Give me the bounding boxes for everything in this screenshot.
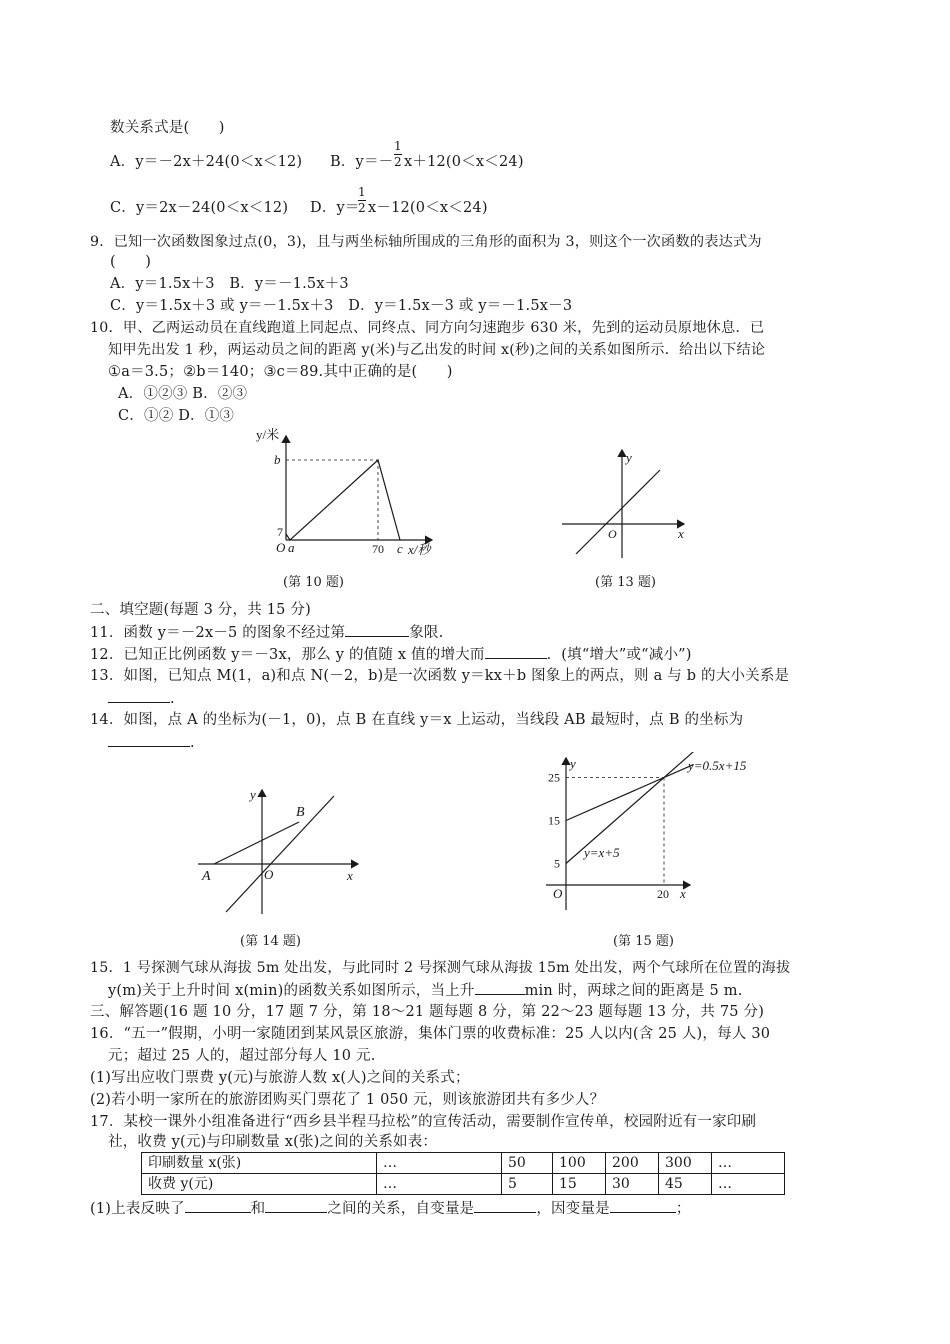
fig14-point-a: A [202, 869, 211, 884]
fig13-x-label: x [678, 526, 684, 541]
fig13-line [576, 470, 660, 554]
table-cell: 50 [502, 1153, 553, 1174]
q8-stem-tail: 数关系式是( ) [110, 120, 225, 136]
table-cell: 收费 y(元) [142, 1174, 377, 1195]
q15-line2b: min 时，两球之间的距离是 5 m. [524, 983, 743, 999]
fig15-x-label: x [680, 886, 686, 901]
q11-blank[interactable] [345, 622, 409, 637]
q13-tail: . [170, 691, 175, 707]
q17-p1d: ，因变量是 [536, 1201, 610, 1217]
fig14-line-y-eq-x [226, 796, 334, 912]
fig14-caption: (第 14 题) [240, 934, 301, 949]
q16-part2: (2)若小明一家所在的旅游团购买门票花了 1 050 元，则该旅游团共有多少人？ [90, 1092, 605, 1108]
table-cell: 5 [502, 1174, 553, 1195]
fig14-x-label: x [347, 868, 353, 883]
table-row [142, 1153, 785, 1174]
table-cell: 100 [553, 1153, 606, 1174]
q9-options-cd: C．y＝1.5x＋3 或 y＝－1.5x＋3 D．y＝1.5x－3 或 y＝－1.5x－3 [110, 298, 573, 314]
fig15-tick-5: 5 [554, 856, 560, 871]
q14-tail: . [190, 735, 195, 751]
fig10-tick-c: c [397, 541, 403, 556]
q8-option-b-prefix: B．y＝－ [330, 154, 394, 170]
q17-blank-3[interactable] [474, 1198, 536, 1213]
fraction-denominator: 2 [394, 155, 402, 169]
section-2-heading: 二、填空题(每题 3 分，共 15 分) [90, 602, 311, 618]
q10-options-cd: C．①② D．①③ [118, 408, 235, 424]
q8-option-c: C．y＝2x－24(0＜x＜12) [110, 200, 289, 216]
table-cell: 30 [606, 1174, 659, 1195]
fig13-caption: (第 13 题) [595, 575, 656, 590]
q10-options-ab: A．①②③ B．②③ [118, 386, 248, 402]
table-cell: … [712, 1174, 785, 1195]
table-cell: 印刷数量 x(张) [142, 1153, 377, 1174]
q11-tail: 象限. [409, 625, 444, 641]
fig15-caption: (第 15 题) [613, 934, 674, 949]
q12 [90, 644, 692, 665]
q16-line1: 16．“五一”假期，小明一家随团到某风景区旅游，集体门票的收费标准：25 人以内(含 25 人)，每人 30 [90, 1026, 771, 1042]
table-row [142, 1174, 785, 1195]
fig10-caption: (第 10 题) [283, 575, 344, 590]
q14-answer [108, 732, 195, 753]
fraction-denominator: 2 [358, 201, 366, 215]
q11-text: 11．函数 y＝－2x－5 的图象不经过第 [90, 625, 346, 641]
fig10-y-label: y/米 [256, 427, 280, 442]
q17-p1e: ； [675, 1201, 691, 1217]
q17-p1b: 和 [250, 1201, 266, 1217]
q11 [90, 622, 443, 643]
q8-option-d-suffix: x－12(0＜x＜24) [368, 200, 488, 216]
table-cell: … [712, 1153, 785, 1174]
q8-option-b-fraction [394, 140, 402, 169]
q15-line1: 15．1 号探测气球从海拔 5m 处出发，与此同时 2 号探测气球从海拔 15m 处出发，两个气球所在位置的海拔 [90, 960, 791, 976]
fig10-tick-7: 7 [277, 525, 283, 539]
q12-blank[interactable] [485, 644, 547, 659]
q13-answer [108, 688, 175, 709]
fig15-line1-label: y=0.5x+15 [688, 758, 747, 773]
q8-option-b-suffix: x＋12(0＜x＜24) [404, 154, 524, 170]
q15-blank[interactable] [475, 980, 525, 995]
q10-line3: ①a＝3.5；②b＝140；③c＝89.其中正确的是( ) [108, 364, 453, 380]
table-cell: … [377, 1153, 502, 1174]
fig10-tick-b: b [274, 452, 281, 467]
q17-line2: 社，收费 y(元)与印刷数量 x(张)之间的关系如表： [108, 1134, 438, 1150]
fig14-origin: O [264, 867, 274, 882]
q17-table [141, 1152, 785, 1195]
fig15-line2-label: y=x+5 [584, 845, 620, 860]
q17-blank-1[interactable] [185, 1198, 251, 1213]
q16-part1: (1)写出应收门票费 y(元)与旅游人数 x(人)之间的关系式； [90, 1070, 470, 1086]
table-cell: 15 [553, 1174, 606, 1195]
fig15-tick-20: 20 [657, 887, 669, 901]
figure-14 [194, 784, 366, 916]
table-cell: 200 [606, 1153, 659, 1174]
q17-p1a: (1)上表反映了 [90, 1201, 185, 1217]
q13-blank[interactable] [108, 688, 170, 703]
q8-option-d-fraction [358, 186, 366, 215]
fig13-origin: O [608, 527, 617, 541]
q16-line2: 元；超过 25 人的，超过部分每人 10 元. [108, 1048, 376, 1064]
fig13-y-label: y [626, 450, 632, 465]
q10-line1: 10．甲、乙两运动员在直线跑道上同起点、同终点、同方向匀速跑步 630 米，先到的运动员原地休息．已 [90, 320, 765, 336]
q17-blank-4[interactable] [610, 1198, 676, 1213]
q14-text: 14．如图，点 A 的坐标为(－1，0)，点 B 在直线 y＝x 上运动，当线段 AB 最短时，点 B 的坐标为 [90, 712, 744, 728]
fig10-origin: O [276, 540, 286, 555]
fig10-x-label: x/秒 [408, 542, 431, 557]
q10-line2: 知甲先出发 1 秒，两运动员之间的距离 y(米)与乙出发的时间 x(秒)之间的关系如图所示．给出以下结论 [108, 342, 766, 358]
fig14-point-b: B [296, 805, 305, 820]
fig10-tick-a: a [288, 540, 295, 555]
figure-15 [540, 752, 780, 912]
q8-option-d-prefix: D．y＝ [310, 200, 360, 216]
q9-options-ab: A．y＝1.5x＋3 B．y＝－1.5x＋3 [110, 276, 349, 292]
fraction-numerator: 1 [394, 139, 402, 153]
fig10-tick-70: 70 [372, 542, 384, 556]
q17-p1c: 之间的关系，自变量是 [327, 1201, 475, 1217]
fig15-y-label: y [570, 756, 576, 771]
fig10-graph [286, 460, 400, 540]
fig15-tick-25: 25 [548, 770, 560, 785]
q9-stem: 9．已知一次函数图象过点(0，3)，且与两坐标轴所围成的三角形的面积为 3，则这个一次函数的表达式为 [90, 234, 762, 250]
figure-13 [556, 446, 696, 562]
q17-part1 [90, 1198, 691, 1219]
q17-line1: 17．某校一课外小组准备进行“西乡县半程马拉松”的宣传活动，需要制作宣传单，校园附近有一家印刷 [90, 1114, 757, 1130]
q15-line2 [108, 980, 743, 1001]
q17-blank-2[interactable] [265, 1198, 327, 1213]
fig15-series-0 [566, 765, 693, 821]
fig14-segment-ab [214, 822, 299, 864]
q12-tail: ．(填“增大”或“减小”) [546, 647, 692, 663]
q9-paren: ( ) [110, 254, 152, 270]
fig15-origin: O [553, 886, 563, 901]
q12-text: 12．已知正比例函数 y＝－3x，那么 y 的值随 x 值的增大而 [90, 647, 485, 663]
section-3-heading: 三、解答题(16 题 10 分，17 题 7 分，第 18～21 题每题 8 分，第 22～23 题每题 13 分，共 75 分) [90, 1004, 765, 1020]
table-cell: … [377, 1174, 502, 1195]
figure-10 [240, 422, 450, 567]
fig15-tick-15: 15 [548, 813, 560, 828]
fig14-y-label: y [250, 787, 256, 802]
table-cell: 45 [659, 1174, 712, 1195]
table-cell: 300 [659, 1153, 712, 1174]
q8-option-a: A．y＝－2x＋24(0＜x＜12) [110, 154, 303, 170]
q13-text: 13．如图，已知点 M(1，a)和点 N(－2，b)是一次函数 y＝kx＋b 图象上的两点，则 a 与 b 的大小关系是 [90, 668, 790, 684]
q14-blank[interactable] [108, 732, 190, 747]
fraction-numerator: 1 [358, 185, 366, 199]
q15-line2a: y(m)关于上升时间 x(min)的函数关系如图所示，当上升 [108, 983, 475, 999]
